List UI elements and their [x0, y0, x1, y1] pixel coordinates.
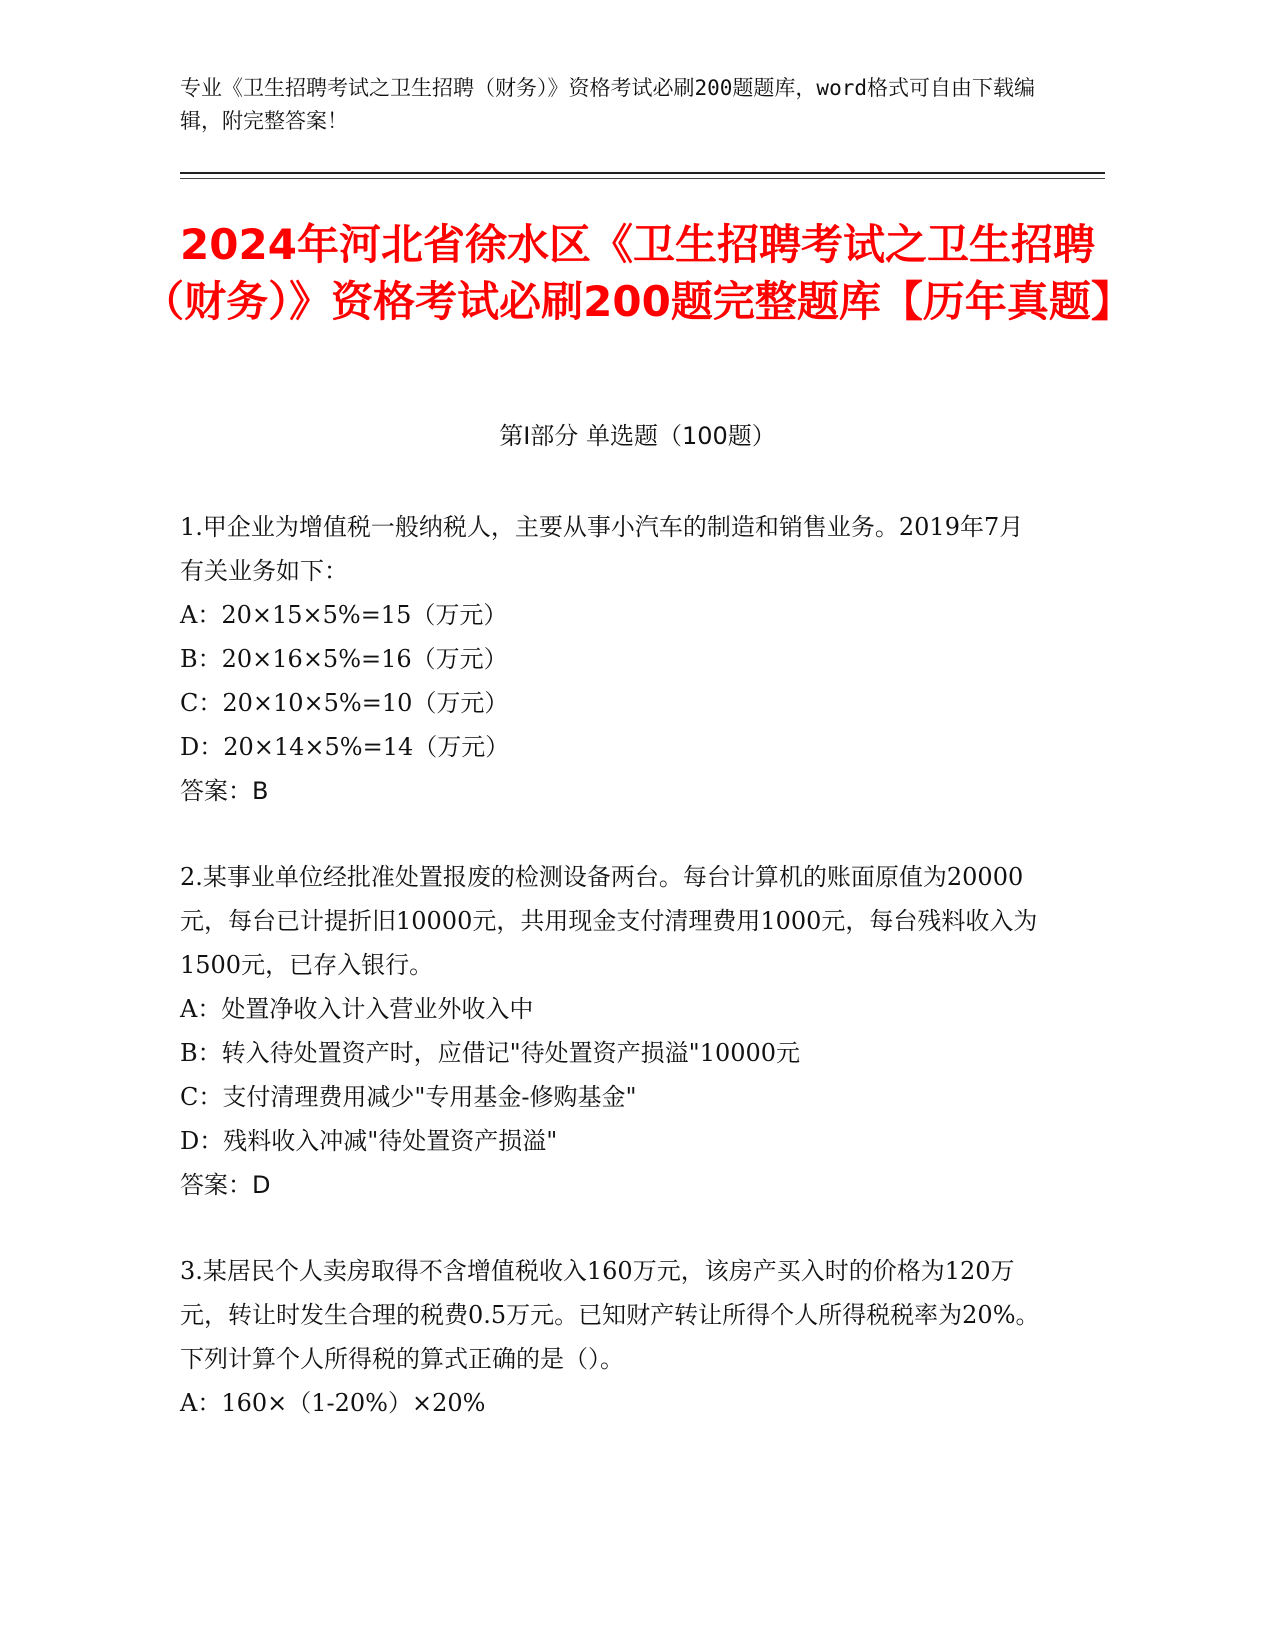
- option-c: C：20×10×5%=10（万元）: [180, 689, 509, 717]
- question-stem: 3.某居民个人卖房取得不含增值税收入160万元，该房产买入时的价格为120万元，转让时发生合理的税费0.5万元。已知财产转让所得个人所得税税率为20%。下列计算个人所得税的算式正确的是（）。: [180, 1257, 1040, 1373]
- option-d: D：20×14×5%=14（万元）: [180, 733, 510, 761]
- header-rule-thick: [180, 172, 1105, 174]
- question-3: [180, 1249, 1040, 1425]
- answer-line: 答案：D: [180, 1171, 271, 1199]
- question-list: [180, 505, 1040, 1467]
- option-d: D：残料收入冲减"待处置资产损溢": [180, 1127, 558, 1155]
- option-a: A：160×（1-20%）×20%: [180, 1389, 486, 1417]
- option-b: B：转入待处置资产时，应借记"待处置资产损溢"10000元: [180, 1039, 801, 1067]
- document-title: 2024年河北省徐水区《卫生招聘考试之卫生招聘（财务）》资格考试必刷200题完整题库【历年真题】: [142, 220, 1133, 326]
- question-stem: 2.某事业单位经批准处置报废的检测设备两台。每台计算机的账面原值为20000元，每台已计提折旧10000元，共用现金支付清理费用1000元，每台残料收入为1500元，已存入银行。: [180, 863, 1038, 979]
- header-rule-thin: [180, 178, 1105, 179]
- option-c: C：支付清理费用减少"专用基金-修购基金": [180, 1083, 637, 1111]
- option-a: A：20×15×5%=15（万元）: [180, 601, 508, 629]
- header-note: 专业《卫生招聘考试之卫生招聘（财务）》资格考试必刷200题题库，word格式可自由下载编辑，附完整答案！: [180, 76, 1035, 133]
- section-heading: 第I部分 单选题（100题）: [499, 422, 776, 450]
- question-2: [180, 855, 1040, 1207]
- question-stem: 1.甲企业为增值税一般纳税人，主要从事小汽车的制造和销售业务。2019年7月有关业务如下：: [180, 513, 1024, 585]
- option-a: A：处置净收入计入营业外收入中: [180, 995, 534, 1023]
- answer-line: 答案：B: [180, 777, 269, 805]
- question-1: [180, 505, 1040, 813]
- option-b: B：20×16×5%=16（万元）: [180, 645, 508, 673]
